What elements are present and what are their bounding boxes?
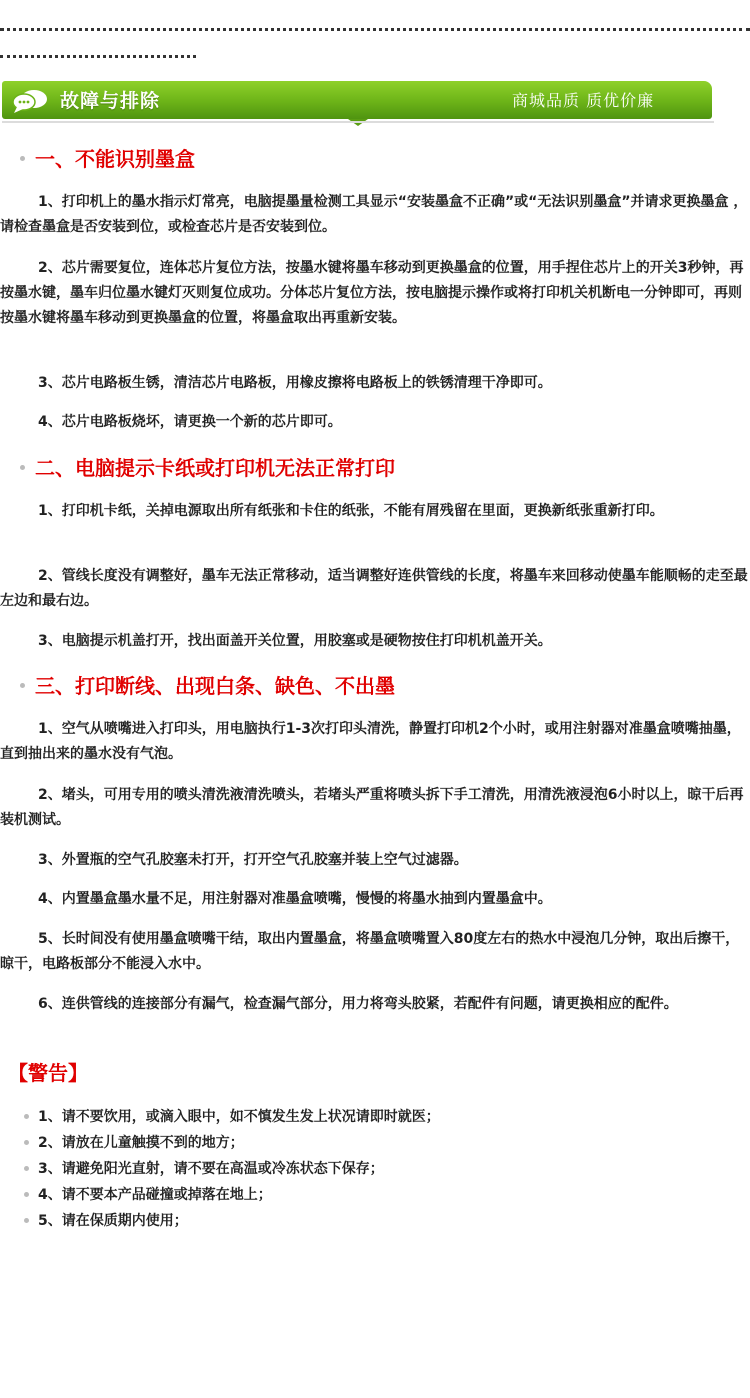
section-heading-text: 二、电脑提示卡纸或打印机无法正常打印 [35, 456, 395, 480]
paragraph: 2、管线长度没有调整好，墨车无法正常移动，适当调整好连供管线的长度，将墨车来回移动使墨车能顺畅的走至最左边和最右边。 [0, 568, 748, 609]
section-heading-text: 一、不能识别墨盒 [35, 147, 195, 171]
dotted-separator-short [0, 55, 196, 58]
bullet-dot [24, 1140, 29, 1145]
bullet-dot [24, 1218, 29, 1223]
paragraph: 2、堵头，可用专用的喷头清洗液清洗喷头，若堵头严重将喷头拆下手工清洗，用清洗液浸泡6小时以上，晾干后再装机测试。 [0, 787, 744, 828]
speech-bubble-icon [10, 88, 50, 114]
section-heading-3 [20, 673, 395, 699]
paragraph: 1、空气从喷嘴进入打印头，用电脑执行1-3次打印头清洗，静置打印机2个小时，或用注射器对准墨盒喷嘴抽墨，直到抽出来的墨水没有气泡。 [0, 721, 741, 762]
bullet-dot [24, 1166, 29, 1171]
banner-slogan: 商城品质 质优价廉 [512, 91, 655, 110]
paragraph: 4、芯片电路板烧坏，请更换一个新的芯片即可。 [38, 414, 342, 430]
banner-underline [2, 121, 714, 123]
bullet-dot [20, 683, 25, 688]
bullet-dot [20, 156, 25, 161]
warning-item: 2、请放在儿童触摸不到的地方； [24, 1133, 244, 1153]
bullet-dot [20, 465, 25, 470]
bullet-dot [24, 1114, 29, 1119]
paragraph: 4、内置墨盒墨水量不足，用注射器对准墨盒喷嘴，慢慢的将墨水抽到内置墨盒中。 [38, 891, 552, 907]
warning-item: 4、请不要本产品碰撞或掉落在地上； [24, 1185, 272, 1205]
paragraph: 5、长时间没有使用墨盒喷嘴干结，取出内置墨盒，将墨盒喷嘴置入80度左右的热水中浸泡几分钟，取出后擦干， 晾干，电路板部分不能浸入水中。 [0, 931, 740, 972]
section-heading-text: 三、打印断线、出现白条、缺色、不出墨 [35, 674, 395, 698]
section-heading-2 [20, 455, 395, 481]
banner-title: 故障与排除 [60, 90, 161, 112]
paragraph: 2、芯片需要复位，连体芯片复位方法，按墨水键将墨车移动到更换墨盒的位置，用手捏住芯片上的开关3秒钟，再按墨水键，墨车归位墨水键灯灭则复位成功。分体芯片复位方法，按电脑提示操作或将打印机关机断电一分钟即可，再则按墨水键将墨车移动到更换墨盒的位置，将墨盒取出再重新安装。 [0, 260, 744, 326]
warning-item: 5、请在保质期内使用； [24, 1211, 188, 1231]
paragraph: 1、打印机卡纸，关掉电源取出所有纸张和卡住的纸张，不能有屑残留在里面，更换新纸张重新打印。 [38, 503, 664, 519]
bullet-dot [24, 1192, 29, 1197]
warning-item: 3、请避免阳光直射，请不要在高温或冷冻状态下保存； [24, 1159, 384, 1179]
paragraph: 1、打印机上的墨水指示灯常亮，电脑提墨量检测工具显示“安装墨盒不正确”或“无法识别墨盒”并请求更换墨盒 ，请检查墨盒是否安装到位，或检查芯片是否安装到位。 [0, 194, 748, 235]
paragraph: 3、外置瓶的空气孔胶塞未打开，打开空气孔胶塞并装上空气过滤器。 [38, 852, 468, 868]
paragraph: 3、芯片电路板生锈，清洁芯片电路板，用橡皮擦将电路板上的铁锈清理干净即可。 [38, 375, 552, 391]
dotted-separator-top [0, 28, 750, 31]
section-heading-1 [20, 146, 195, 172]
paragraph: 3、电脑提示机盖打开，找出面盖开关位置，用胶塞或是硬物按住打印机机盖开关。 [38, 633, 552, 649]
warning-item: 1、请不要饮用，或滴入眼中，如不慎发生发上状况请即时就医； [24, 1107, 440, 1127]
paragraph: 6、连供管线的连接部分有漏气，检查漏气部分，用力将弯头胶紧，若配件有问题，请更换相应的配件。 [38, 996, 678, 1012]
warning-heading: 【警告】 [8, 1061, 88, 1085]
